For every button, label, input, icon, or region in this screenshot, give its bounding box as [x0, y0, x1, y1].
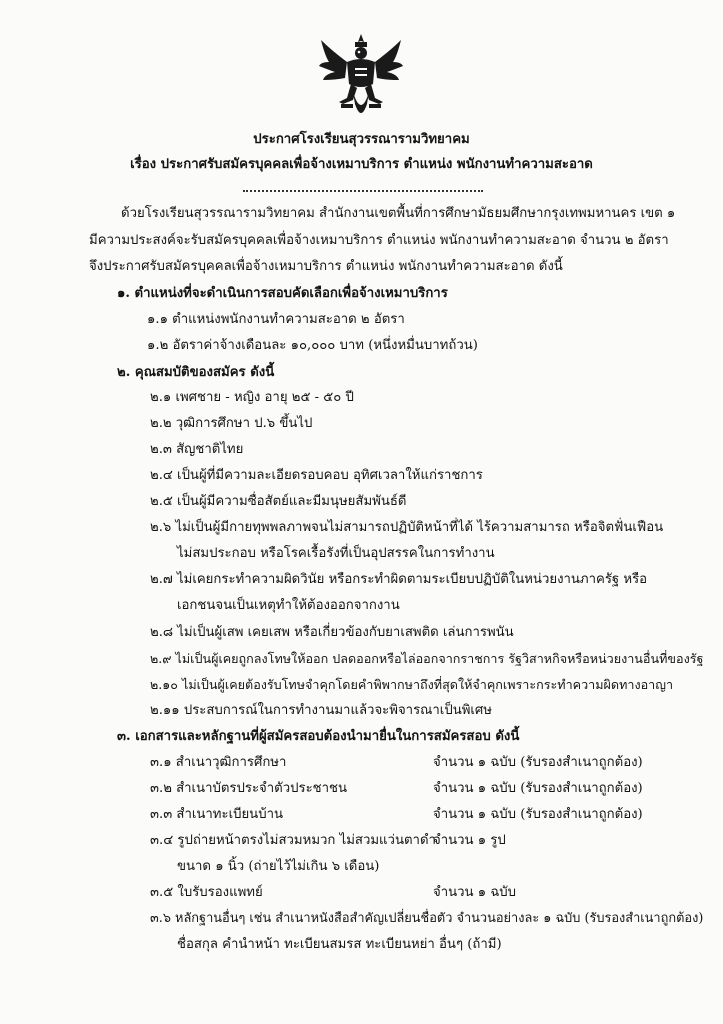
document-item-label: ๓.๖ หลักฐานอื่นๆ เช่น สำเนาหนังสือสำคัญเปลี่ยนชื่อตัว จำนวนอย่างละ ๑ ฉบับ (รับรองสำเนาถูกต้อง): [150, 911, 704, 926]
section-2-item: ๒.๘ ไม่เป็นผู้เสพ เคยเสพ หรือเกี่ยวข้องกับยาเสพติด เล่นการพนัน: [150, 625, 514, 640]
section-2-item: ๒.๔ เป็นผู้ที่มีความละเอียดรอบคอบ อุทิศเวลาให้แก่ราชการ: [150, 468, 483, 483]
section-2-heading: ๒. คุณสมบัติของสมัคร ดังนี้: [117, 365, 275, 380]
document-item-label: ๓.๓ สำเนาทะเบียนบ้าน: [150, 807, 283, 822]
document-item-continuation: ชื่อสกุล คำนำหน้า ทะเบียนสมรส ทะเบียนหย่า อื่นๆ (ถ้ามี): [177, 937, 502, 952]
section-2-item: ๒.๑๑ ประสบการณ์ในการทำงานมาแล้วจะพิจารณาเป็นพิเศษ: [150, 703, 492, 718]
section-2-item: ๒.๑ เพศชาย - หญิง อายุ ๒๕ - ๕๐ ปี: [150, 390, 354, 405]
section-2-item: ๒.๗ ไม่เคยกระทำความผิดวินัย หรือกระทำผิดตามระเบียบปฏิบัติในหน่วยงานภาครัฐ หรือ: [150, 572, 648, 587]
section-2-item-continuation: ไม่สมประกอบ หรือโรคเรื้อรังที่เป็นอุปสรรคในการทำงาน: [177, 546, 495, 561]
section-1-item: ๑.๒ อัตราค่าจ้างเดือนละ ๑๐,๐๐๐ บาท (หนึ่งหมื่นบาทถ้วน): [147, 338, 478, 353]
section-1-heading: ๑. ตำแหน่งที่จะดำเนินการสอบคัดเลือกเพื่อจ้างเหมาบริการ: [117, 286, 448, 301]
document-item-label: ๓.๕ ใบรับรองแพทย์: [150, 885, 263, 900]
document-item-label: ๓.๔ รูปถ่ายหน้าตรงไม่สวมหมวก ไม่สวมแว่นตาดำ: [150, 833, 436, 848]
intro-line-1: ด้วยโรงเรียนสุวรรณารามวิทยาคม สำนักงานเขตพื้นที่การศึกษามัธยมศึกษากรุงเทพมหานคร เขต ๑: [121, 206, 676, 221]
section-3-heading: ๓. เอกสารและหลักฐานที่ผู้สมัครสอบต้องนำมายื่นในการสมัครสอบ ดังนี้: [117, 729, 520, 744]
subject-line: เรื่อง ประกาศรับสมัครบุคคลเพื่อจ้างเหมาบริการ ตำแหน่ง พนักงานทำความสะอาด: [130, 157, 593, 172]
document-item-quantity: จำนวน ๑ ฉบับ (รับรองสำเนาถูกต้อง): [433, 755, 643, 770]
section-2-item: ๒.๖ ไม่เป็นผู้มีกายทุพพลภาพจนไม่สามารถปฏิบัติหน้าที่ได้ ไร้ความสามารถ หรือจิตฟั่นเฟือน: [150, 520, 664, 535]
document-item-continuation: ขนาด ๑ นิ้ว (ถ่ายไว้ไม่เกิน ๖ เดือน): [177, 859, 380, 874]
page-title: ประกาศโรงเรียนสุวรรณารามวิทยาคม: [253, 132, 470, 147]
document-item-quantity: จำนวน ๑ ฉบับ (รับรองสำเนาถูกต้อง): [433, 807, 643, 822]
section-2-item-continuation: เอกชนจนเป็นเหตุทำให้ต้องออกจากงาน: [177, 598, 400, 613]
intro-line-3: จึงประกาศรับสมัครบุคคลเพื่อจ้างเหมาบริการ ตำแหน่ง พนักงานทำความสะอาด ดังนี้: [89, 259, 563, 274]
section-2-item: ๒.๕ เป็นผู้มีความซื่อสัตย์และมีมนุษยสัมพันธ์ดี: [150, 494, 407, 509]
document-item-quantity: จำนวน ๑ รูป: [433, 833, 506, 848]
section-2-item: ๒.๓ สัญชาติไทย: [150, 442, 244, 457]
document-item-quantity: จำนวน ๑ ฉบับ: [433, 885, 517, 900]
intro-line-2: มีความประสงค์จะรับสมัครบุคคลเพื่อจ้างเหมาบริการ ตำแหน่ง พนักงานทำความสะอาด จำนวน ๒ อัตรา: [89, 233, 669, 248]
document-item-label: ๓.๒ สำเนาบัตรประจำตัวประชาชน: [150, 781, 347, 796]
section-2-item: ๒.๒ วุฒิการศึกษา ป.๖ ขึ้นไป: [150, 416, 313, 431]
document-item-quantity: จำนวน ๑ ฉบับ (รับรองสำเนาถูกต้อง): [433, 781, 643, 796]
divider-dotted: [243, 190, 483, 192]
section-2-item: ๒.๙ ไม่เป็นผู้เคยถูกลงโทษให้ออก ปลดออกหรือไล่ออกจากราชการ รัฐวิสาหกิจหรือหน่วยงานอื่นที่ของรัฐ: [150, 651, 704, 666]
garuda-emblem-icon: [317, 32, 405, 122]
section-1-item: ๑.๑ ตำแหน่งพนักงานทำความสะอาด ๒ อัตรา: [147, 312, 405, 327]
document-item-label: ๓.๑ สำเนาวุฒิการศึกษา: [150, 755, 287, 770]
section-2-item: ๒.๑๐ ไม่เป็นผู้เคยต้องรับโทษจำคุกโดยคำพิพากษาถึงที่สุดให้จำคุกเพราะกระทำความผิดทางอาญา: [150, 677, 674, 692]
